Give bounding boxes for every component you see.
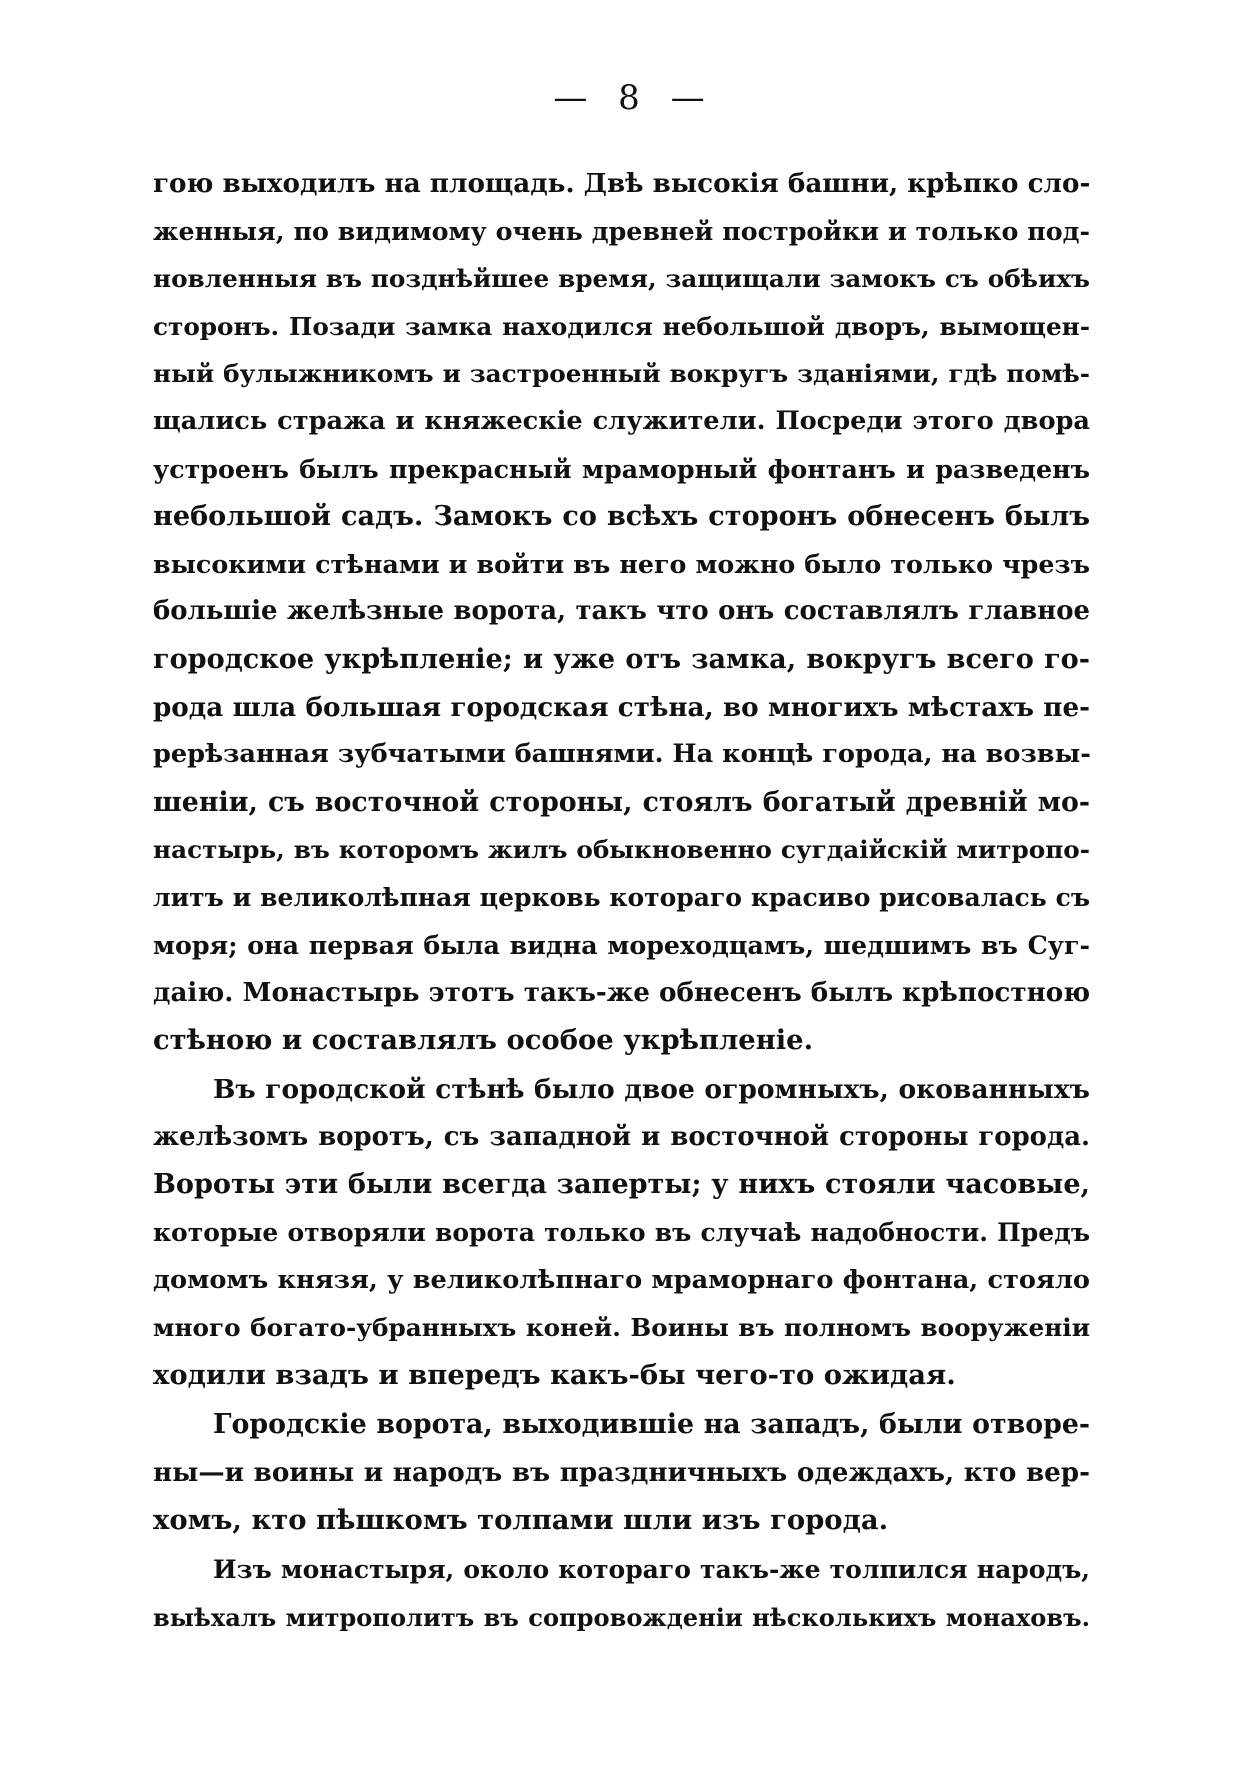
text-line: небольшой садъ. Замокъ со всѣхъ сторонъ обнесенъ былъ [153, 501, 1090, 533]
text-line: сторонъ. Позади замка находился небольшой дворъ, вымощен- [153, 311, 1090, 341]
page-number-header [0, 78, 1259, 118]
text-line: устроенъ былъ прекрасный мраморный фонтанъ и разведенъ [153, 453, 1090, 484]
text-line: много богато-убранныхъ коней. Воины въ полномъ вооруженіи [153, 1313, 1090, 1343]
text-line: рерѣзанная зубчатыми башнями. На концѣ города, на возвы- [153, 739, 1091, 770]
text-line: гою выходилъ на площадь. Двѣ высокія башни, крѣпко сло- [153, 168, 1091, 199]
text-line: настырь, въ которомъ жилъ обыкновенно сугдаійскій митропо- [153, 835, 1090, 865]
text-line: новленныя въ позднѣйшее время, защищали замокъ съ обѣихъ [153, 264, 1090, 294]
text-line: хомъ, кто пѣшкомъ толпами шли изъ города. [153, 1503, 889, 1536]
page-number-dash-right: — [670, 78, 706, 118]
text-line: выѣхалъ митрополитъ въ сопровожденіи нѣсколькихъ монаховъ. [153, 1602, 1090, 1632]
text-line: Городскіе ворота, выходившіе на западъ, были отворе- [213, 1409, 1090, 1441]
paragraph-2 [153, 1066, 1090, 1399]
text-line: высокими стѣнами и войти въ него можно было только чрезъ [153, 548, 1090, 579]
text-line: Вороты эти были всегда заперты; у нихъ стояли часовые, [153, 1169, 1090, 1201]
text-line: домомъ князя, у великолѣпнаго мраморнаго фонтана, стояло [153, 1264, 1090, 1295]
text-line: стѣною и составлялъ особое укрѣпленіе. [153, 1023, 814, 1056]
text-line: ный булыжникомъ и застроенный вокругъ зданіями, гдѣ помѣ- [153, 359, 1090, 389]
text-line: городское укрѣпленіе; и уже отъ замка, вокругъ всего го- [153, 643, 1090, 675]
text-line: ходили взадъ и впередъ какъ-бы чего-то ожидая. [153, 1358, 956, 1391]
text-line: большіе желѣзные ворота, такъ что онъ составлялъ главное [153, 596, 1090, 627]
paragraph-4 [153, 1546, 1090, 1641]
paragraph-1 [153, 160, 1090, 1064]
text-line: моря; она первая была видна мореходцамъ, шедшимъ въ Суг- [153, 929, 1090, 960]
text-line: Изъ монастыря, около котораго такъ-же толпился народъ, [213, 1555, 1090, 1585]
paragraph-3 [153, 1401, 1090, 1544]
text-line: ны—и воины и народъ въ праздничныхъ одеждахъ, кто вер- [153, 1457, 1090, 1489]
text-line: женныя, по видимому очень древней постройки и только под- [153, 215, 1090, 246]
text-line: щались стража и княжескіе служители. Посреди этого двора [153, 405, 1090, 436]
page-number: 8 [618, 78, 641, 118]
text-line: рода шла большая городская стѣна, во многихъ мѣстахъ пе- [153, 691, 1090, 723]
text-line: литъ и великолѣпная церковь котораго красиво рисовалась съ [153, 882, 1090, 912]
text-line: даію. Монастырь этотъ такъ-же обнесенъ былъ крѣпостною [153, 977, 1091, 1009]
text-line: которые отворяли ворота только въ случаѣ надобности. Предъ [153, 1218, 1090, 1248]
body-text [153, 160, 1090, 1641]
text-line: Въ городской стѣнѣ было двое огромныхъ, окованныхъ [213, 1074, 1090, 1106]
text-line: желѣзомъ воротъ, съ западной и восточной стороны города. [153, 1121, 1090, 1152]
page-number-dash-left: — [553, 78, 589, 118]
text-line: шеніи, съ восточной стороны, стоялъ богатый древній мо- [153, 786, 1090, 818]
